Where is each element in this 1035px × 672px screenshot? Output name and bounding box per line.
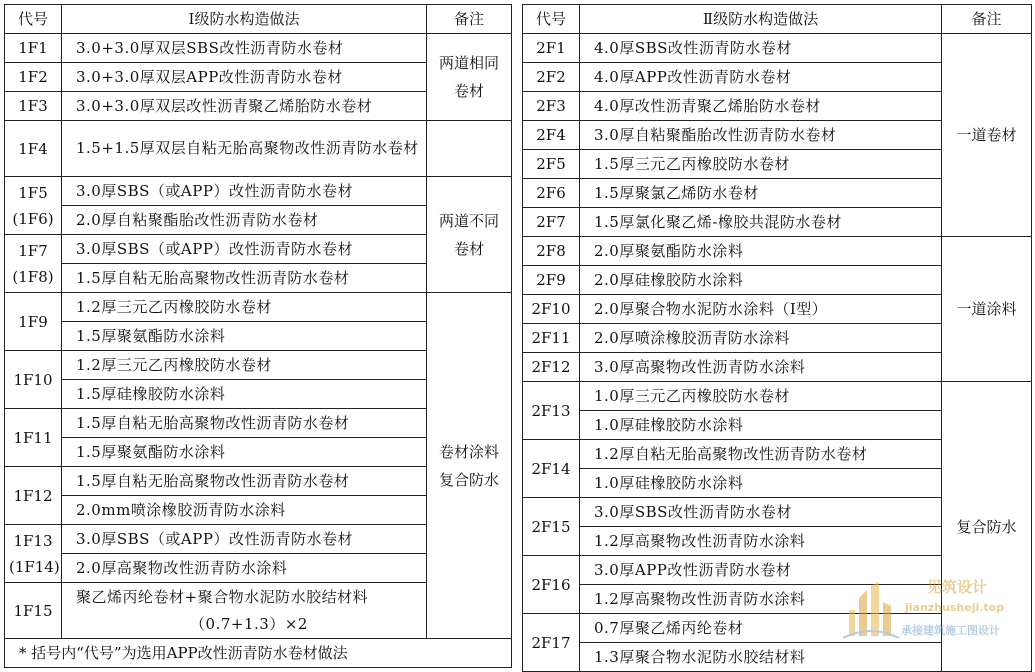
method-cell: 2.0厚自粘聚酯胎改性沥青防水卷材 (62, 206, 427, 235)
method-cell: 2.0厚高聚物改性沥青防水涂料 (62, 554, 427, 583)
method-cell: 1.5厚自粘无胎高聚物改性沥青防水卷材 (62, 264, 427, 293)
code-cell: 2F15 (523, 498, 580, 556)
method-cell: 1.2厚三元乙丙橡胶防水卷材 (62, 351, 427, 380)
note-cell: 一道卷材 (942, 34, 1032, 237)
code-cell: 1F10 (5, 351, 62, 409)
method-cell: 4.0厚APP改性沥青防水卷材 (580, 63, 942, 92)
code-cell: 2F6 (523, 179, 580, 208)
method-cell: 3.0厚SBS（或APP）改性沥青防水卷材 (62, 177, 427, 206)
method-cell: 1.5厚聚氨酯防水涂料 (62, 438, 427, 467)
method-cell: 1.5厚聚氯乙烯防水卷材 (580, 179, 942, 208)
code-cell: 1F3 (5, 92, 62, 121)
code-cell: 1F13 (1F14) (5, 525, 62, 583)
code-cell: 1F12 (5, 467, 62, 525)
watermark-title: 见筑设计 (927, 578, 988, 596)
code-cell: 1F15 (5, 583, 62, 639)
method-cell: 1.5厚三元乙丙橡胶防水卷材 (580, 150, 942, 179)
method-cell: 4.0厚SBS改性沥青防水卷材 (580, 34, 942, 63)
method-cell: 1.5厚硅橡胶防水涂料 (62, 380, 427, 409)
method-cell: 3.0厚自粘聚酯胎改性沥青防水卷材 (580, 121, 942, 150)
code-cell: 2F5 (523, 150, 580, 179)
method-cell: 2.0厚聚氨酯防水涂料 (580, 237, 942, 266)
method-cell: 1.2厚高聚物改性沥青防水涂料 (580, 585, 942, 614)
method-cell: 3.0+3.0厚双层改性沥青聚乙烯胎防水卷材 (62, 92, 427, 121)
header-code: 代号 (523, 5, 580, 34)
method-cell: 1.5厚自粘无胎高聚物改性沥青防水卷材 (62, 409, 427, 438)
code-cell: 2F16 (523, 556, 580, 614)
header-method: Ⅱ级防水构造做法 (580, 5, 942, 34)
method-cell: 1.5厚氯化聚乙烯-橡胶共混防水卷材 (580, 208, 942, 237)
code-cell: 1F9 (5, 293, 62, 351)
code-cell: 2F7 (523, 208, 580, 237)
method-cell: 2.0mm喷涂橡胶沥青防水涂料 (62, 496, 427, 525)
watermark-url: jianzhusheji.top (905, 601, 1005, 614)
code-cell: 2F11 (523, 324, 580, 353)
note-cell: 两道相同卷材 (427, 34, 512, 121)
header-note: 备注 (942, 5, 1032, 34)
method-cell: 3.0厚SBS改性沥青防水卷材 (580, 498, 942, 527)
method-cell: 3.0厚APP改性沥青防水卷材 (580, 556, 942, 585)
code-cell: 1F2 (5, 63, 62, 92)
method-cell: 2.0厚喷涂橡胶沥青防水涂料 (580, 324, 942, 353)
method-cell: 3.0+3.0厚双层SBS改性沥青防水卷材 (62, 34, 427, 63)
note-cell: 卷材涂料复合防水 (427, 293, 512, 639)
method-line: （0.7+1.3）×2 (190, 614, 308, 633)
code-cell: 1F7 (1F8) (5, 235, 62, 293)
code-cell: 2F2 (523, 63, 580, 92)
code-cell: 1F11 (5, 409, 62, 467)
grade-2-table (522, 4, 1032, 672)
code-cell: 2F4 (523, 121, 580, 150)
code-cell: 2F8 (523, 237, 580, 266)
method-cell: 3.0厚高聚物改性沥青防水涂料 (580, 353, 942, 382)
code-cell: 2F3 (523, 92, 580, 121)
method-cell: 1.5厚自粘无胎高聚物改性沥青防水卷材 (62, 467, 427, 496)
code-cell: 1F4 (5, 121, 62, 177)
note-cell-empty (427, 121, 512, 177)
method-cell: 1.5+1.5厚双层自粘无胎高聚物改性沥青防水卷材 (62, 121, 427, 177)
watermark-subtitle: 承接建筑施工图设计 (901, 624, 1000, 637)
method-line: 聚乙烯丙纶卷材+聚合物水泥防水胶结材料 (76, 587, 369, 606)
method-cell (62, 583, 427, 639)
code-cell: 2F10 (523, 295, 580, 324)
code-cell: 2F9 (523, 266, 580, 295)
header-note: 备注 (427, 5, 512, 34)
note-cell: 复合防水 (942, 382, 1032, 672)
code-cell: 2F12 (523, 353, 580, 382)
code-cell: 1F1 (5, 34, 62, 63)
method-cell: 0.7厚聚乙烯丙纶卷材 (580, 614, 942, 643)
code-cell: 2F1 (523, 34, 580, 63)
method-cell: 1.5厚聚氨酯防水涂料 (62, 322, 427, 351)
note-cell: 一道涂料 (942, 237, 1032, 382)
method-cell: 1.0厚硅橡胶防水涂料 (580, 469, 942, 498)
method-cell: 3.0+3.0厚双层APP改性沥青防水卷材 (62, 63, 427, 92)
building-logo-icon (841, 580, 901, 640)
method-cell: 1.2厚自粘无胎高聚物改性沥青防水卷材 (580, 440, 942, 469)
method-cell: 4.0厚改性沥青聚乙烯胎防水卷材 (580, 92, 942, 121)
code-cell: 2F17 (523, 614, 580, 672)
header-method: Ⅰ级防水构造做法 (62, 5, 427, 34)
code-cell: 1F5 (1F6) (5, 177, 62, 235)
method-cell: 1.2厚三元乙丙橡胶防水卷材 (62, 293, 427, 322)
code-cell: 2F13 (523, 382, 580, 440)
method-cell: 2.0厚硅橡胶防水涂料 (580, 266, 942, 295)
watermark (839, 574, 1029, 646)
header-code: 代号 (5, 5, 62, 34)
note-cell: 两道不同卷材 (427, 177, 512, 293)
method-cell: 1.3厚聚合物水泥防水胶结材料 (580, 643, 942, 672)
method-cell: 1.2厚高聚物改性沥青防水涂料 (580, 527, 942, 556)
method-cell: 3.0厚SBS（或APP）改性沥青防水卷材 (62, 525, 427, 554)
grade-1-table (4, 4, 512, 668)
method-cell: 1.0厚硅橡胶防水涂料 (580, 411, 942, 440)
code-cell: 2F14 (523, 440, 580, 498)
method-cell: 1.0厚三元乙丙橡胶防水卷材 (580, 382, 942, 411)
footnote: * 括号内“代号”为选用APP改性沥青防水卷材做法 (5, 639, 512, 668)
method-cell: 3.0厚SBS（或APP）改性沥青防水卷材 (62, 235, 427, 264)
method-cell: 2.0厚聚合物水泥防水涂料（Ⅰ型） (580, 295, 942, 324)
